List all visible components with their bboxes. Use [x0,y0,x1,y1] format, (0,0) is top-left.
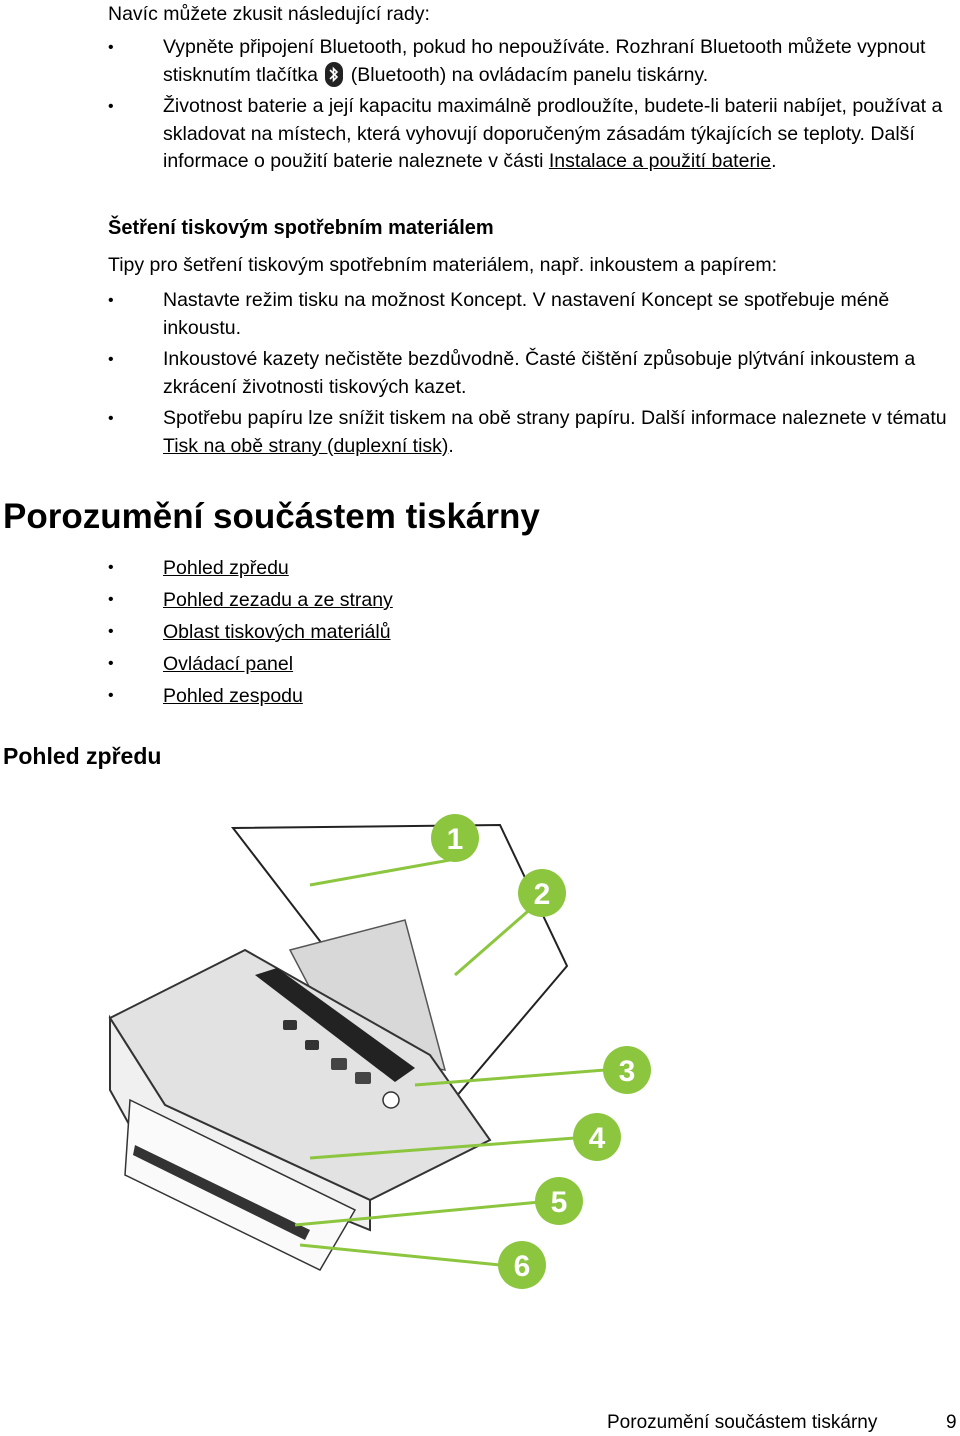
link-rear-side-view[interactable]: Pohled zezadu a ze strany [163,589,393,611]
callout-label-1: 1 [446,823,464,856]
list-item: • Vypněte připojení Bluetooth, pokud ho nepoužíváte. Rozhraní Bluetooth můžete vypnout stisknutím tlačítka (Bluetooth) na ovládacím panelu tiskárny. [108,36,926,86]
callout-label-4: 4 [588,1122,606,1155]
supplies-heading: Šetření tiskovým spotřebním materiálem [108,217,494,239]
control-button [283,1020,297,1030]
front-view-heading: Pohled zpředu [3,743,162,769]
callout-label-2: 2 [533,878,551,911]
list-item: • Nastavte režim tisku na možnost Koncept. V nastavení Koncept se spotřebuje méně inkoustu. [108,289,890,339]
link-bottom-view[interactable]: Pohled zespodu [163,685,303,707]
battery-tips-list [108,34,960,176]
page-number: 9 [946,1412,957,1433]
control-button [305,1040,319,1050]
section-links-list [108,552,960,712]
duplex-print-link[interactable]: Tisk na obě strany (duplexní tisk) [163,434,449,457]
battery-install-link[interactable]: Instalace a použití baterie [548,150,772,172]
intro-text: Navíc můžete zkusit následující rady: [108,3,430,25]
list-item: • Životnost baterie a její kapacitu maximálně prodloužíte, budete-li baterii nabíjet, používat a skladovat na místech, která vyhovují doporučeným zásadám týkajících se teploty. Další informace o použití baterie naleznete v části Instalace a použití baterie. [108,95,943,172]
link-media-area[interactable]: Oblast tiskových materiálů [163,621,391,643]
supplies-intro: Tipy pro šetření tiskovým spotřebním materiálem, např. inkoustem a papírem: [108,254,778,276]
footer-section: Porozumění součástem tiskárny [607,1412,878,1433]
bluetooth-icon [325,62,343,87]
supplies-tips-list [108,287,960,460]
link-control-panel[interactable]: Ovládací panel [163,653,294,675]
section-title: Porozumění součástem tiskárny [3,497,540,536]
control-button [331,1058,347,1070]
list-item: • Pohled zpředu [108,557,289,579]
power-button [383,1092,399,1108]
callout-label-5: 5 [550,1186,568,1219]
callout-label-6: 6 [513,1250,531,1283]
callout-line-6 [300,1245,500,1265]
callout-label-3: 3 [618,1055,636,1088]
printer-front-illustration [105,800,665,1320]
list-item: • Pohled zezadu a ze strany [108,589,393,611]
control-button [355,1072,371,1084]
list-item: • Oblast tiskových materiálů [108,621,391,643]
list-item: • Inkoustové kazety nečistěte bezdůvodně. Časté čištění způsobuje plýtvání inkoustem a zkrácení životnosti tiskových kazet. [108,348,916,398]
link-front-view[interactable]: Pohled zpředu [163,557,289,579]
list-item: • Pohled zespodu [108,685,303,707]
list-item: • Spotřebu papíru lze snížit tiskem na obě strany papíru. Další informace naleznete v tématu Tisk na obě strany (duplexní tisk). [108,407,947,457]
list-item: • Ovládací panel [108,653,294,675]
